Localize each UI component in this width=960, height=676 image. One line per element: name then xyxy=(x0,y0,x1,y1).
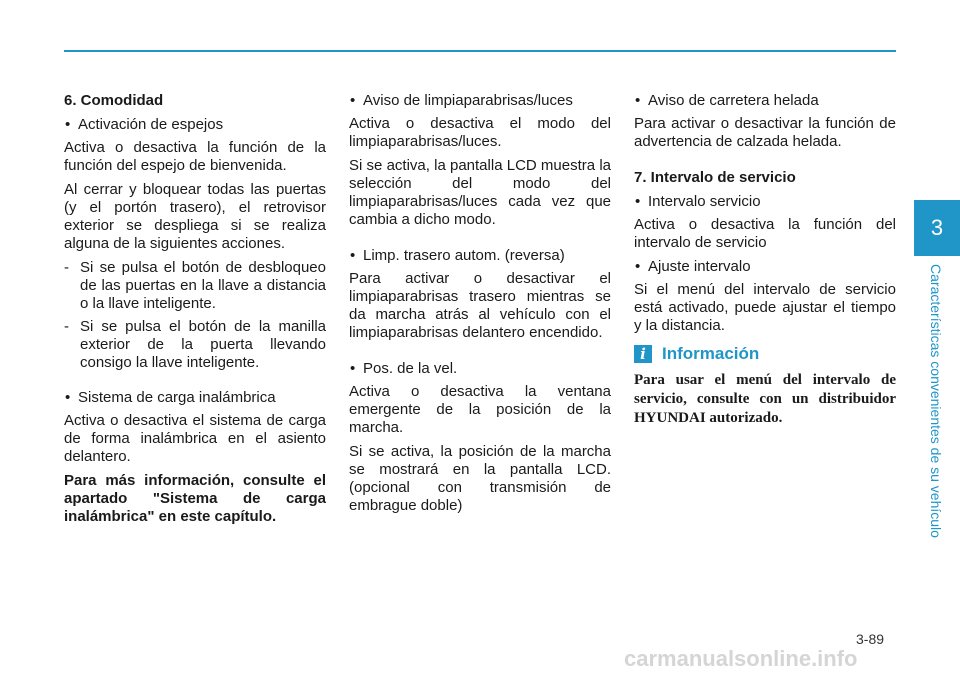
info-icon: i xyxy=(634,345,652,363)
chapter-title-vertical xyxy=(921,256,951,546)
info-box-header xyxy=(634,345,896,363)
paragraph: Al cerrar y bloquear todas las puertas (y el portón trasero), el retrovisor exterior se despliega si se realiza alguna de la siguientes acciones. xyxy=(64,181,326,252)
info-title: Información xyxy=(662,344,760,363)
paragraph: Si se activa, la pantalla LCD muestra la selección del modo del limpiaparabrisas/luces cada vez que cambia a dicho modo. xyxy=(349,157,611,228)
paragraph: Activa o desactiva la ventana emergente de la posición de la marcha. xyxy=(349,383,611,436)
paragraph: Activa o desactiva el modo del limpiaparabrisas/luces. xyxy=(349,115,611,150)
section-heading-comfort: 6. Comodidad xyxy=(64,92,164,109)
bullet-gear-position: • Pos. de la vel. xyxy=(349,360,611,378)
dash-item: - Si se pulsa el botón de la manilla exterior de la puerta llevando consigo la llave inteligente. xyxy=(64,318,326,372)
column-3 xyxy=(634,92,896,434)
watermark: carmanualsonline.info xyxy=(624,646,858,671)
column-2 xyxy=(349,92,611,521)
bullet-interval-adjust: • Ajuste intervalo xyxy=(634,258,896,276)
paragraph: Activa o desactiva el sistema de carga de forma inalámbrica en el asiento delantero. xyxy=(64,412,326,465)
bullet-wiper-lights: • Aviso de limpiaparabrisas/luces xyxy=(349,92,611,110)
bullet-mirror-activation: • Activación de espejos xyxy=(64,116,326,134)
chapter-tab: 3 xyxy=(914,200,960,256)
column-1 xyxy=(64,92,326,532)
page-number: 3-89 xyxy=(856,631,885,647)
chapter-title: Características convenientes de su vehículo xyxy=(928,264,944,538)
bullet-wireless-charging: • Sistema de carga inalámbrica xyxy=(64,389,326,407)
bullet-service-interval: • Intervalo servicio xyxy=(634,193,896,211)
info-text: Para usar el menú del intervalo de servicio, consulte con un distribuidor HYUNDAI autorizado. xyxy=(634,372,896,426)
dash-item: - Si se pulsa el botón de desbloqueo de las puertas en la llave a distancia o la llave inteligente. xyxy=(64,259,326,313)
paragraph: Si se activa, la posición de la marcha se mostrará en la pantalla LCD. (opcional con transmisión de embrague doble) xyxy=(349,443,611,514)
section-heading-service: 7. Intervalo de servicio xyxy=(634,169,796,186)
bullet-icy-road: • Aviso de carretera helada xyxy=(634,92,896,110)
paragraph: Para activar o desactivar la función de advertencia de calzada helada. xyxy=(634,115,896,150)
paragraph: Activa o desactiva la función de la función del espejo de bienvenida. xyxy=(64,139,326,174)
paragraph-bold: Para más información, consulte el apartado "Sistema de carga inalámbrica" en este capítulo. xyxy=(64,472,326,525)
paragraph: Activa o desactiva la función del intervalo de servicio xyxy=(634,216,896,251)
paragraph: Si el menú del intervalo de servicio está activado, puede ajustar el tiempo y la distancia. xyxy=(634,281,896,334)
paragraph: Para activar o desactivar el limpiaparabrisas trasero mientras se da marcha atrás al vehículo con el limpiaparabrisas delantero encendido. xyxy=(349,270,611,341)
bullet-rear-wiper: • Limp. trasero autom. (reversa) xyxy=(349,247,611,265)
top-rule xyxy=(64,50,896,52)
